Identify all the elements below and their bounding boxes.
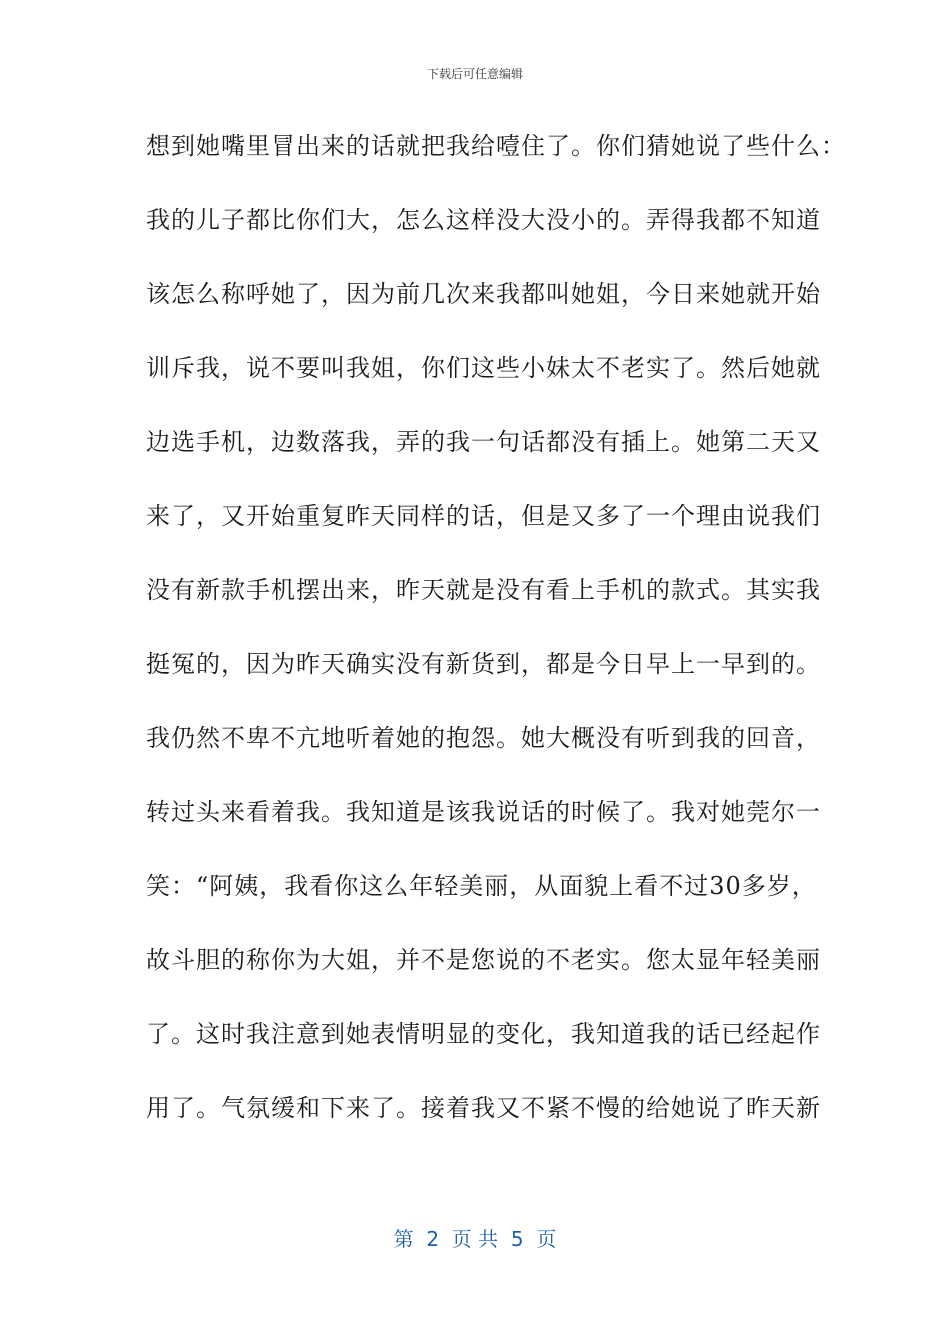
footer-prefix: 第 [393, 1227, 427, 1251]
page-footer [0, 1226, 950, 1252]
total-pages-number: 5 [510, 1227, 524, 1251]
text-line: 我仍然不卑不亢地听着她的抱怨。她大概没有听到我的回音， [146, 724, 821, 752]
text-line: 边选手机，边数落我，弄的我一句话都没有插上。她第二天又 [146, 428, 821, 456]
text-line: 了。这时我注意到她表情明显的变化，我知道我的话已经起作 [146, 1020, 821, 1048]
current-page-number: 2 [426, 1227, 440, 1251]
text-line: 想到她嘴里冒出来的话就把我给噎住了。你们猜她说了些什么： [146, 132, 846, 160]
text-line: 没有新款手机摆出来，昨天就是没有看上手机的款式。其实我 [146, 576, 821, 604]
text-line: 来了，又开始重复昨天同样的话，但是又多了一个理由说我们 [146, 502, 821, 530]
text-line: 用了。气氛缓和下来了。接着我又不紧不慢的给她说了昨天新 [146, 1094, 821, 1122]
text-line: 挺冤的，因为昨天确实没有新货到，都是今日早上一早到的。 [146, 650, 821, 678]
text-line: 我的儿子都比你们大，怎么这样没大没小的。弄得我都不知道 [146, 206, 821, 234]
page-header: 下载后可任意编辑 [426, 67, 523, 81]
text-line: 该怎么称呼她了，因为前几次来我都叫她姐，今日来她就开始 [146, 280, 821, 308]
footer-middle: 页 共 [439, 1227, 511, 1251]
text-line: 训斥我，说不要叫我姐，你们这些小妹太不老实了。然后她就 [146, 354, 821, 382]
text-line: 转过头来看着我。我知道是该我说话的时候了。我对她莞尔一 [146, 798, 821, 826]
text-line: 笑：“阿姨，我看你这么年轻美丽，从面貌上看不过30多岁， [146, 872, 817, 900]
document-body [146, 126, 846, 1162]
text-line: 故斗胆的称你为大姐，并不是您说的不老实。您太显年轻美丽 [146, 946, 821, 974]
footer-suffix: 页 [523, 1227, 557, 1251]
